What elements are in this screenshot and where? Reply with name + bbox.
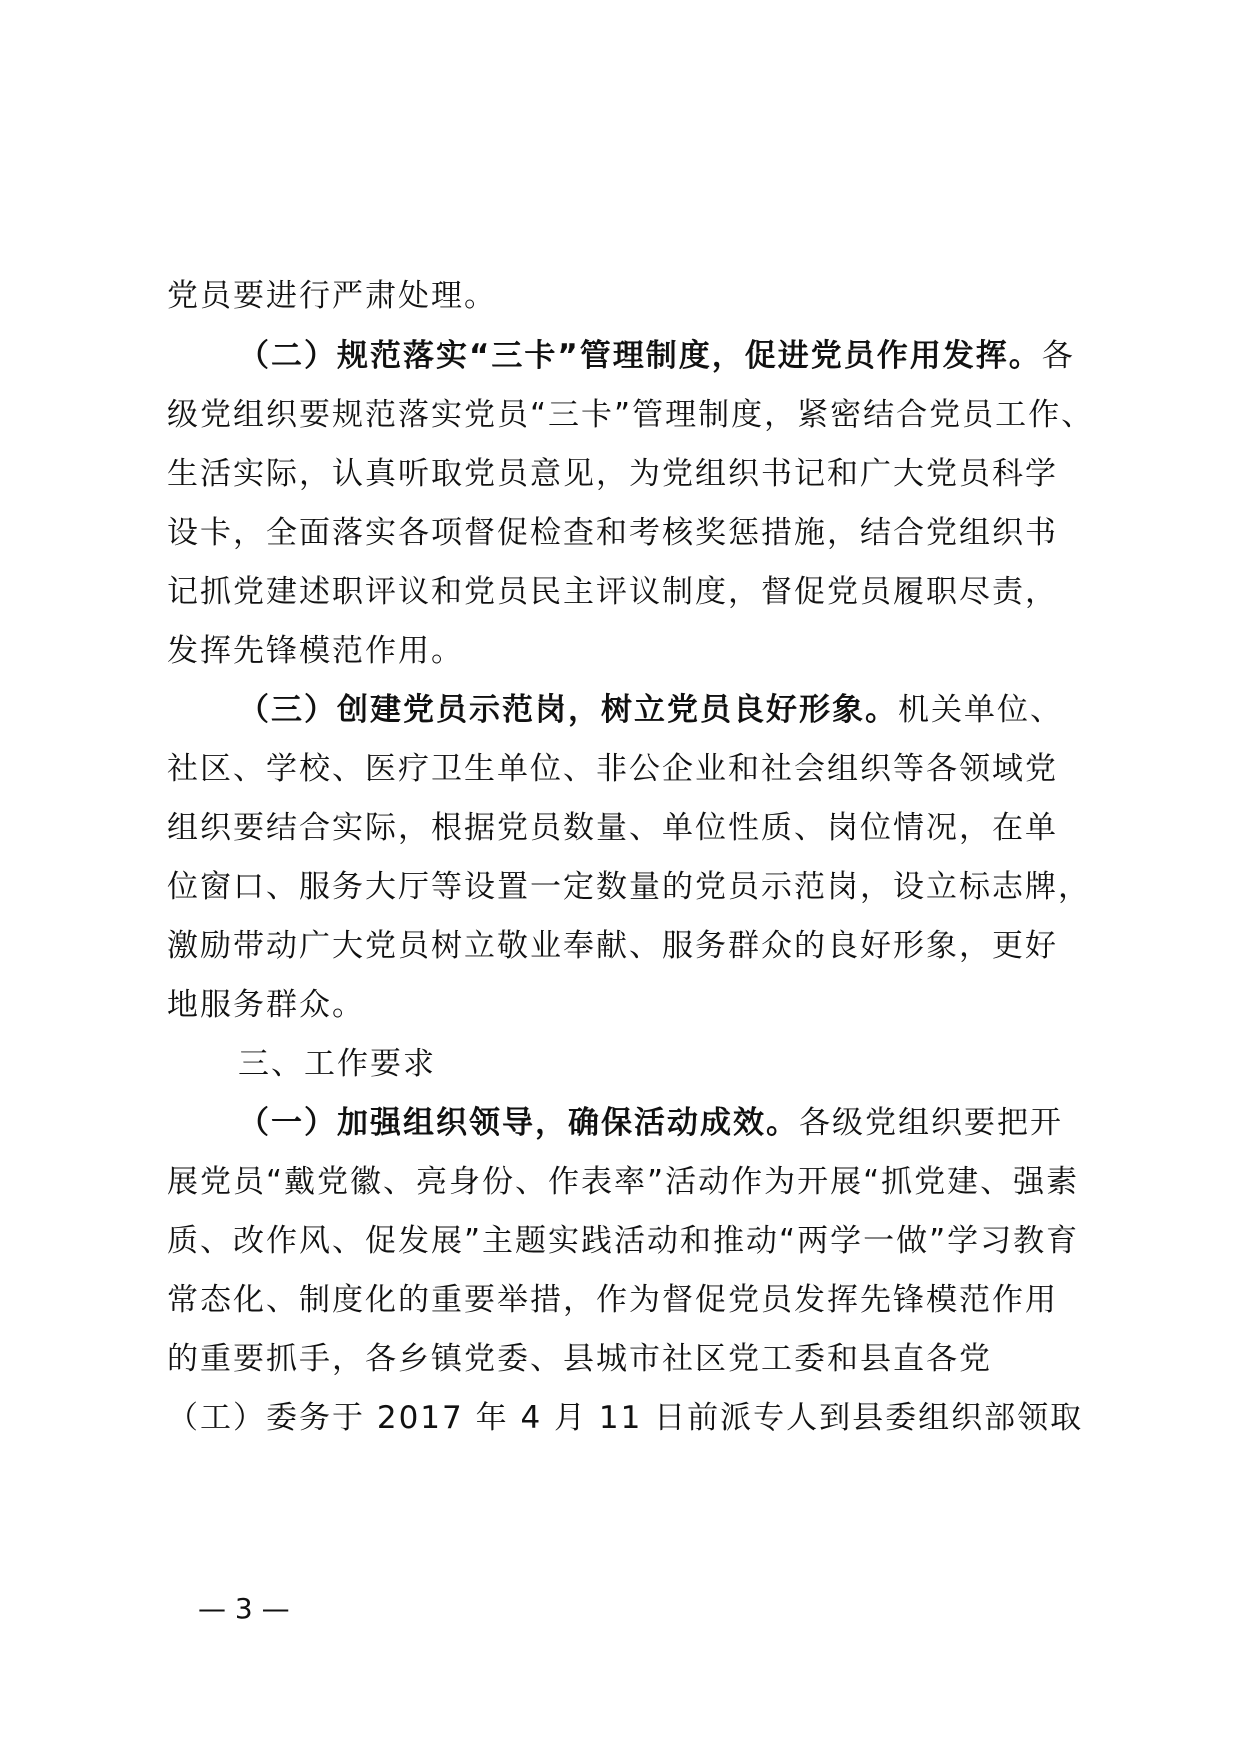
section-heading-line: （二）规范落实“三卡”管理制度，促进党员作用发挥。各	[238, 338, 1075, 374]
body-line: 设卡，全面落实各项督促检查和考核奖惩措施，结合党组织书	[167, 515, 1058, 551]
body-line: 位窗口、服务大厅等设置一定数量的党员示范岗，设立标志牌，	[167, 869, 1091, 905]
body-line: （工）委务于 2017 年 4 月 11 日前派专人到县委组织部领取	[167, 1400, 1084, 1436]
body-line: 组织要结合实际，根据党员数量、单位性质、岗位情况，在单	[167, 810, 1058, 846]
body-line: 激励带动广大党员树立敬业奉献、服务群众的良好形象，更好	[167, 928, 1058, 964]
body-line: 地服务群众。	[167, 987, 365, 1023]
page-number: — 3 —	[198, 1592, 290, 1625]
chapter-heading: 三、工作要求	[238, 1046, 436, 1082]
body-line: 生活实际，认真听取党员意见，为党组织书记和广大党员科学	[167, 456, 1058, 492]
body-line: 级党组织要规范落实党员“三卡”管理制度，紧密结合党员工作、	[167, 397, 1095, 433]
section-heading-line: （三）创建党员示范岗，树立党员良好形象。机关单位、	[238, 692, 1063, 728]
body-line: 展党员“戴党徽、亮身份、作表率”活动作为开展“抓党建、强素	[167, 1164, 1080, 1200]
body-line: 发挥先锋模范作用。	[167, 633, 464, 669]
body-line: 社区、学校、医疗卫生单位、非公企业和社会组织等各领域党	[167, 751, 1058, 787]
body-line: 质、改作风、促发展”主题实践活动和推动“两学一做”学习教育	[167, 1223, 1080, 1259]
body-line: 常态化、制度化的重要举措，作为督促党员发挥先锋模范作用	[167, 1282, 1058, 1318]
body-line: 的重要抓手，各乡镇党委、县城市社区党工委和县直各党	[167, 1341, 992, 1377]
body-line: 记抓党建述职评议和党员民主评议制度，督促党员履职尽责，	[167, 574, 1058, 610]
section-heading: （三）创建党员示范岗，树立党员良好形象。	[238, 692, 898, 728]
section-heading: （一）加强组织领导，确保活动成效。	[238, 1105, 799, 1141]
section-heading: （二）规范落实“三卡”管理制度，促进党员作用发挥。	[238, 338, 1042, 374]
section-heading-line: （一）加强组织领导，确保活动成效。各级党组织要把开	[238, 1105, 1063, 1141]
body-line: 党员要进行严肃处理。	[167, 278, 497, 314]
